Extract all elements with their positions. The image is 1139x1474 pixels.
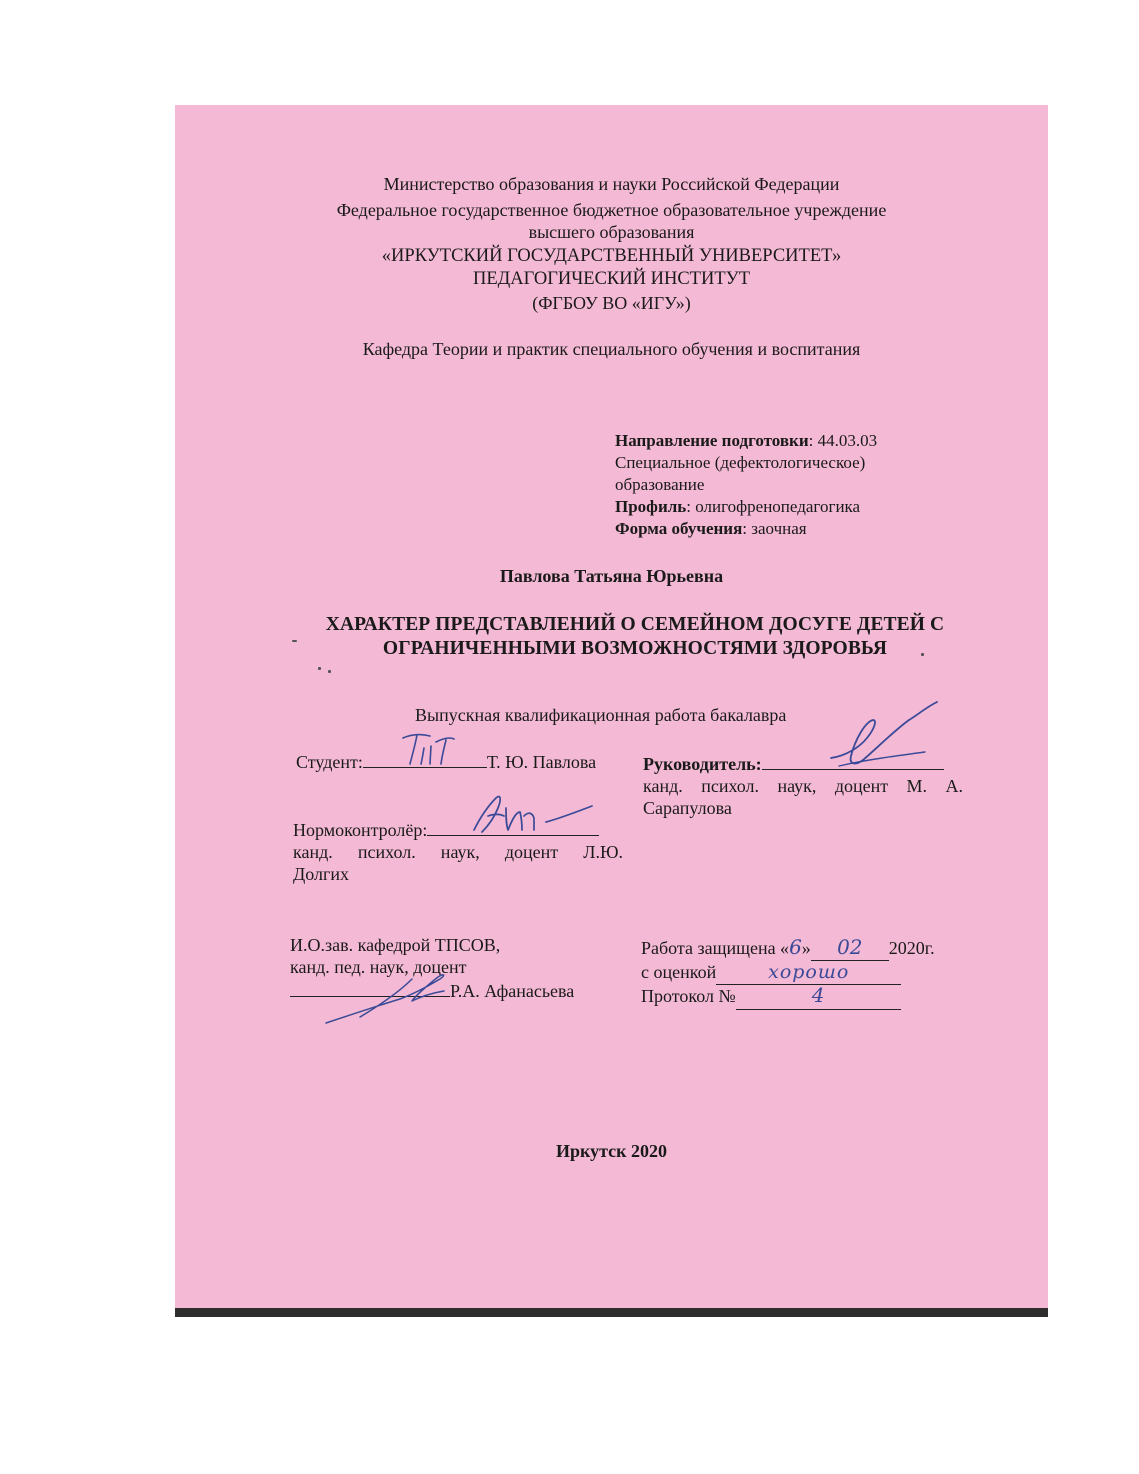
profile-value: : олигофренопедагогика (686, 497, 861, 516)
student-name: Т. Ю. Павлова (486, 752, 597, 772)
city-year: Иркутск 2020 (555, 1141, 668, 1161)
education-level-line: высшего образования (528, 222, 695, 242)
supervisor-details-line2: Сарапулова (643, 798, 732, 818)
institution-type-line: Федеральное государственное бюджетное образовательное учреждение (336, 200, 887, 220)
norm-controller-signature (466, 790, 601, 840)
university-name: «ИРКУТСКИЙ ГОСУДАРСТВЕННЫЙ УНИВЕРСИТЕТ» (381, 246, 842, 266)
scan-speck (292, 640, 297, 642)
profile-line (615, 496, 945, 518)
department-name: Кафедра Теории и практик специального обучения и воспитания (362, 339, 861, 359)
supervisor-details-line1: канд. психол. наук, доцент М. А. (643, 776, 963, 796)
head-name: Р.А. Афанасьева (450, 981, 575, 1001)
student-label: Студент: (296, 752, 363, 772)
form-value: : заочная (742, 519, 807, 538)
norm-controller-details-line1: канд. психол. наук, доцент Л.Ю. (293, 842, 623, 862)
thesis-title-line2: ОГРАНИЧЕННЫМИ ВОЗМОЖНОСТЯМИ ЗДОРОВЬЯ (382, 638, 888, 659)
head-line1: И.О.зав. кафедрой ТПСОВ, (290, 935, 501, 955)
norm-controller-details-line2: Долгих (293, 864, 350, 884)
institute-name: ПЕДАГОГИЧЕСКИЙ ИНСТИТУТ (472, 269, 751, 289)
university-abbreviation: (ФГБОУ ВО «ИГУ») (532, 293, 691, 313)
grade-label: с оценкой (641, 962, 717, 982)
scan-speck (318, 667, 321, 670)
head-signature (320, 955, 470, 1030)
scan-speck (921, 653, 924, 656)
scan-speck (328, 670, 331, 673)
author-name: Павлова Татьяна Юрьевна (499, 566, 724, 586)
protocol-label: Протокол № (641, 986, 736, 1006)
grade-line (641, 961, 971, 985)
direction-label: Направление подготовки (615, 431, 809, 450)
norm-controller-label: Нормоконтролёр: (293, 820, 428, 840)
thesis-title-line1: ХАРАКТЕР ПРЕДСТАВЛЕНИЙ О СЕМЕЙНОМ ДОСУГЕ ДЕТЕЙ С (325, 614, 945, 635)
profile-label: Профиль (615, 497, 687, 516)
program-info (615, 430, 945, 540)
thesis-title (290, 613, 980, 661)
protocol-number: 4 (736, 989, 901, 1010)
head-line2: канд. пед. наук, доцент (290, 957, 467, 977)
work-type: Выпускная квалификационная работа бакалавра (415, 705, 787, 725)
student-signature (400, 730, 490, 770)
grade-value: хорошо (716, 965, 901, 985)
ministry-line: Министерство образования и науки Российской Федерации (383, 174, 840, 194)
protocol-line (641, 985, 971, 1010)
direction-name-line1: Специальное (дефектологическое) (615, 453, 866, 472)
direction-code: : 44.03.03 (808, 431, 878, 450)
defense-quote: » (801, 938, 811, 958)
defense-day: 6 (789, 935, 802, 959)
defense-month: 02 (811, 940, 889, 961)
defense-block (641, 936, 971, 1010)
sheet-bottom-edge (175, 1308, 1048, 1317)
direction-name-line2: образование (615, 475, 705, 494)
form-label: Форма обучения (615, 519, 743, 538)
supervisor-label: Руководитель: (643, 754, 762, 774)
direction-line (615, 430, 945, 452)
defense-year: 2020г. (888, 938, 935, 958)
supervisor-signature (825, 700, 950, 780)
defense-label: Работа защищена « (641, 938, 790, 958)
defense-date-line (641, 936, 971, 961)
form-line (615, 518, 945, 540)
